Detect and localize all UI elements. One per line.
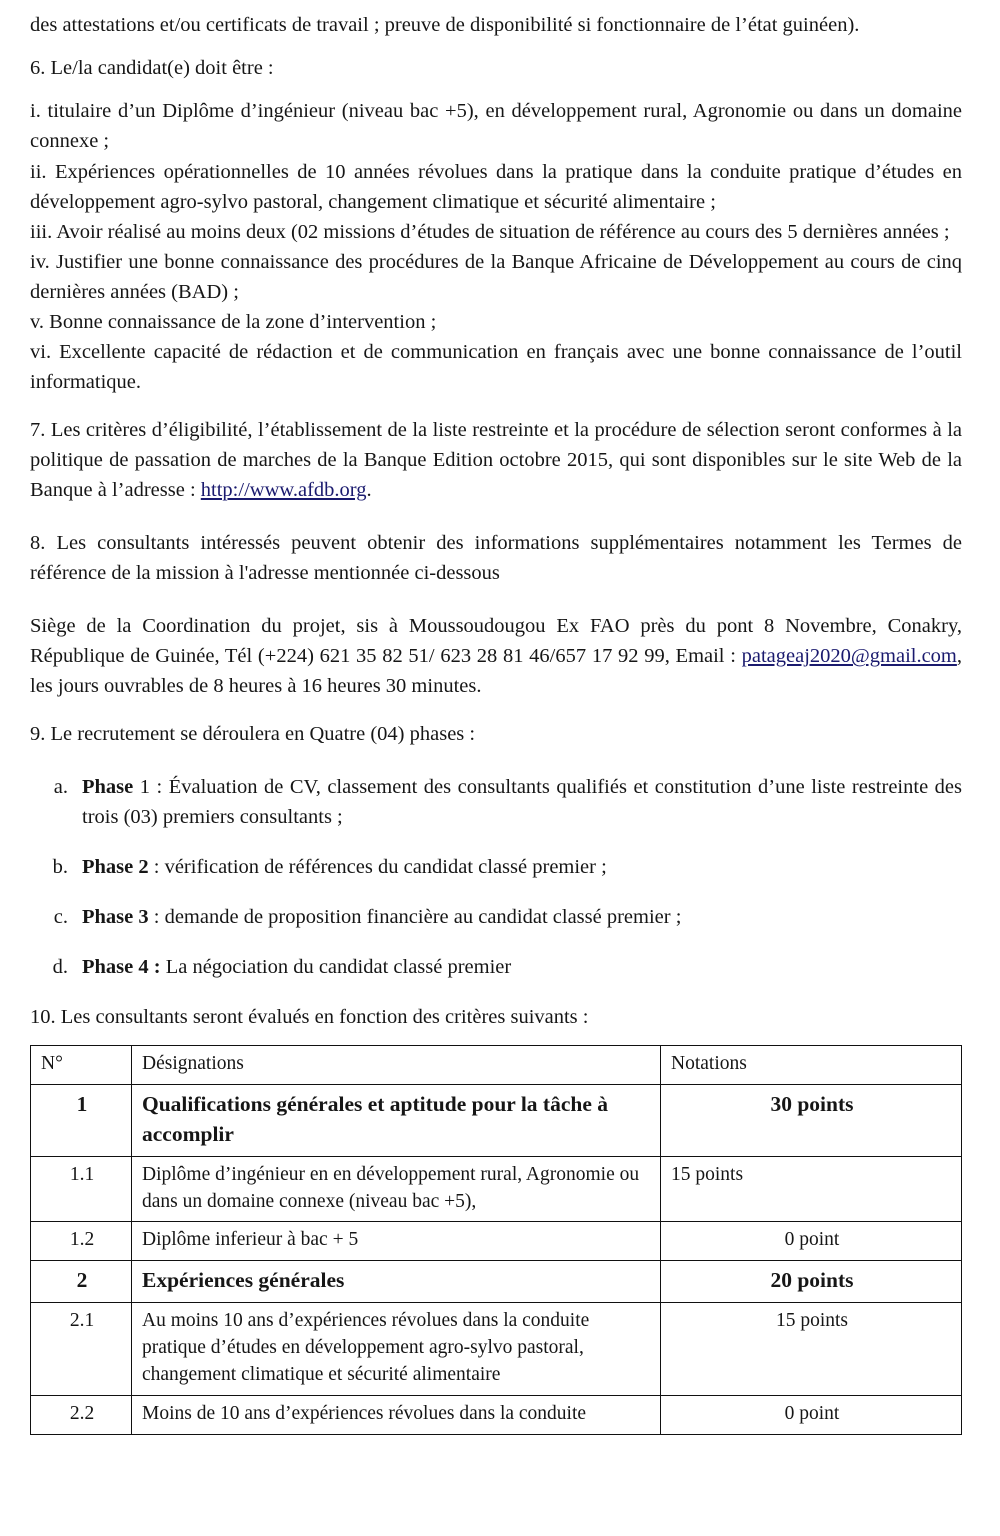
- row-number: 2: [31, 1261, 132, 1303]
- item-7-text: 7. Les critères d’éligibilité, l’établissement de la liste restreinte et la procédure de sélection seront conformes à la politique de passation de marches de la Banque Edition octobre 2015, qui sont disponibles sur le site Web de la Banque à l’adresse :: [30, 418, 962, 501]
- criteria-item: [30, 247, 962, 307]
- table-row: [31, 1222, 962, 1261]
- row-designation: Diplôme d’ingénieur en en développement rural, Agronomie ou dans un domaine connexe (niveau bac +5),: [132, 1156, 661, 1222]
- row-notation: 30 points: [661, 1085, 962, 1156]
- list-item: [30, 772, 962, 832]
- header-number: N°: [31, 1046, 132, 1085]
- contact-address-paragraph: [30, 611, 962, 701]
- table-row: [31, 1395, 962, 1434]
- criteria-text: titulaire d’un Diplôme d’ingénieur (niveau bac +5), en développement rural, Agronomie ou dans un domaine connexe ;: [30, 100, 963, 153]
- row-number: 2.2: [31, 1395, 132, 1434]
- afdb-website-link[interactable]: http://www.afdb.org: [200, 478, 367, 501]
- phase-letter: a.: [53, 775, 68, 798]
- phase-letter: c.: [53, 906, 68, 928]
- row-notation: 20 points: [661, 1261, 962, 1303]
- table-row: [31, 1156, 962, 1222]
- top-paragraph: des attestations et/ou certificats de travail ; preuve de disponibilité si fonctionnaire de l’état guinéen).: [30, 14, 860, 36]
- criteria-item: [30, 96, 962, 156]
- list-item: [30, 952, 962, 982]
- table-row: [31, 1261, 962, 1303]
- phases-list: [30, 772, 962, 983]
- criteria-text: Justifier une bonne connaissance des procédures de la Banque Africaine de Développement au cours de cinq dernières années (BAD) ;: [30, 250, 963, 303]
- header-designation: Désignations: [132, 1046, 661, 1085]
- table-row: [31, 1302, 962, 1395]
- item-10-intro: 10. Les consultants seront évalués en fonction des critères suivants :: [30, 1006, 589, 1029]
- phase-description: : vérification de références du candidat classé premier ;: [148, 855, 607, 878]
- table-row: [31, 1085, 962, 1156]
- phase-label: Phase 3: [82, 906, 149, 928]
- row-notation: 15 points: [661, 1156, 962, 1222]
- evaluation-criteria-table: [30, 1045, 962, 1434]
- row-notation: 0 point: [661, 1395, 962, 1434]
- phase-text: [82, 852, 962, 882]
- row-designation: Au moins 10 ans d’expériences révolues dans la conduite pratique d’études en développement agro-sylvo pastoral, changement climatique et sécurité alimentaire: [132, 1302, 661, 1395]
- phase-letter: b.: [52, 855, 68, 878]
- row-designation: Expériences générales: [132, 1261, 661, 1303]
- criteria-marker: v.: [30, 311, 45, 334]
- criteria-marker: ii.: [30, 160, 47, 183]
- phase-label: Phase 4 :: [82, 956, 161, 979]
- item-9-intro: 9. Le recrutement se déroulera en Quatre (04) phases :: [30, 722, 476, 745]
- address-tail: , les jours ouvrables de 8 heures à 16 heures 30 minutes.: [30, 645, 963, 698]
- criteria-item: [30, 157, 962, 217]
- row-number: 1: [31, 1085, 132, 1156]
- criteria-item: [30, 307, 962, 337]
- criteria-marker: iii.: [30, 220, 53, 243]
- row-designation: Qualifications générales et aptitude pour la tâche à accomplir: [132, 1085, 661, 1156]
- row-number: 2.1: [31, 1302, 132, 1395]
- phase-description: 1 : Évaluation de CV, classement des consultants qualifiés et constitution d’une liste restreinte des trois (03) premiers consultants ;: [82, 775, 962, 828]
- phase-description: : demande de proposition financière au candidat classé premier ;: [148, 906, 682, 928]
- row-number: 1.1: [31, 1156, 132, 1222]
- phase-text: [82, 952, 962, 982]
- phase-text: [82, 772, 962, 832]
- phase-letter: d.: [52, 956, 68, 979]
- criteria-marker: i.: [30, 100, 41, 123]
- criteria-marker: iv.: [30, 250, 50, 273]
- criteria-item: [30, 217, 962, 247]
- row-number: 1.2: [31, 1222, 132, 1261]
- address-text: Siège de la Coordination du projet, sis à Moussoudougou Ex FAO près du pont 8 Novembre, Conakry, République de Guinée, Tél (+224) 621 35 82 51/ 623 28 81 46/657 17 92 99, Email :: [30, 615, 962, 668]
- phase-description: La négociation du candidat classé premier: [160, 956, 512, 979]
- row-notation: 15 points: [661, 1302, 962, 1395]
- candidate-criteria-list: [30, 96, 962, 397]
- item-7-tail: .: [366, 478, 372, 501]
- row-designation: Diplôme inferieur à bac + 5: [132, 1222, 661, 1261]
- criteria-text: Bonne connaissance de la zone d’intervention ;: [49, 311, 437, 334]
- table-header-row: [31, 1046, 962, 1085]
- list-item: [30, 852, 962, 882]
- phase-text: [82, 902, 962, 932]
- email-link[interactable]: patageaj2020@gmail.com: [741, 645, 957, 668]
- criteria-text: Avoir réalisé au moins deux (02 missions d’études de situation de référence au cours des 5 dernières années ;: [56, 220, 950, 243]
- list-item: [30, 902, 962, 932]
- criteria-text: Excellente capacité de rédaction et de communication en français avec une bonne connaissance de l’outil informatique.: [30, 341, 962, 394]
- phase-label: Phase 2: [82, 855, 149, 878]
- criteria-item: [30, 337, 962, 397]
- item-6-intro: 6. Le/la candidat(e) doit être :: [30, 57, 274, 80]
- criteria-marker: vi.: [30, 341, 52, 364]
- item-7-paragraph: [30, 415, 962, 505]
- criteria-text: Expériences opérationnelles de 10 années révolues dans la pratique dans la conduite pratique d’études en développement agro-sylvo pastoral, changement climatique et sécurité alimentaire ;: [30, 160, 962, 213]
- row-designation: Moins de 10 ans d’expériences révolues dans la conduite: [132, 1395, 661, 1434]
- item-8-paragraph: 8. Les consultants intéressés peuvent obtenir des informations supplémentaires notamment les Termes de référence de la mission à l'adresse mentionnée ci-dessous: [30, 531, 962, 584]
- row-notation: 0 point: [661, 1222, 962, 1261]
- header-notation: Notations: [661, 1046, 962, 1085]
- phase-label: Phase: [82, 775, 134, 798]
